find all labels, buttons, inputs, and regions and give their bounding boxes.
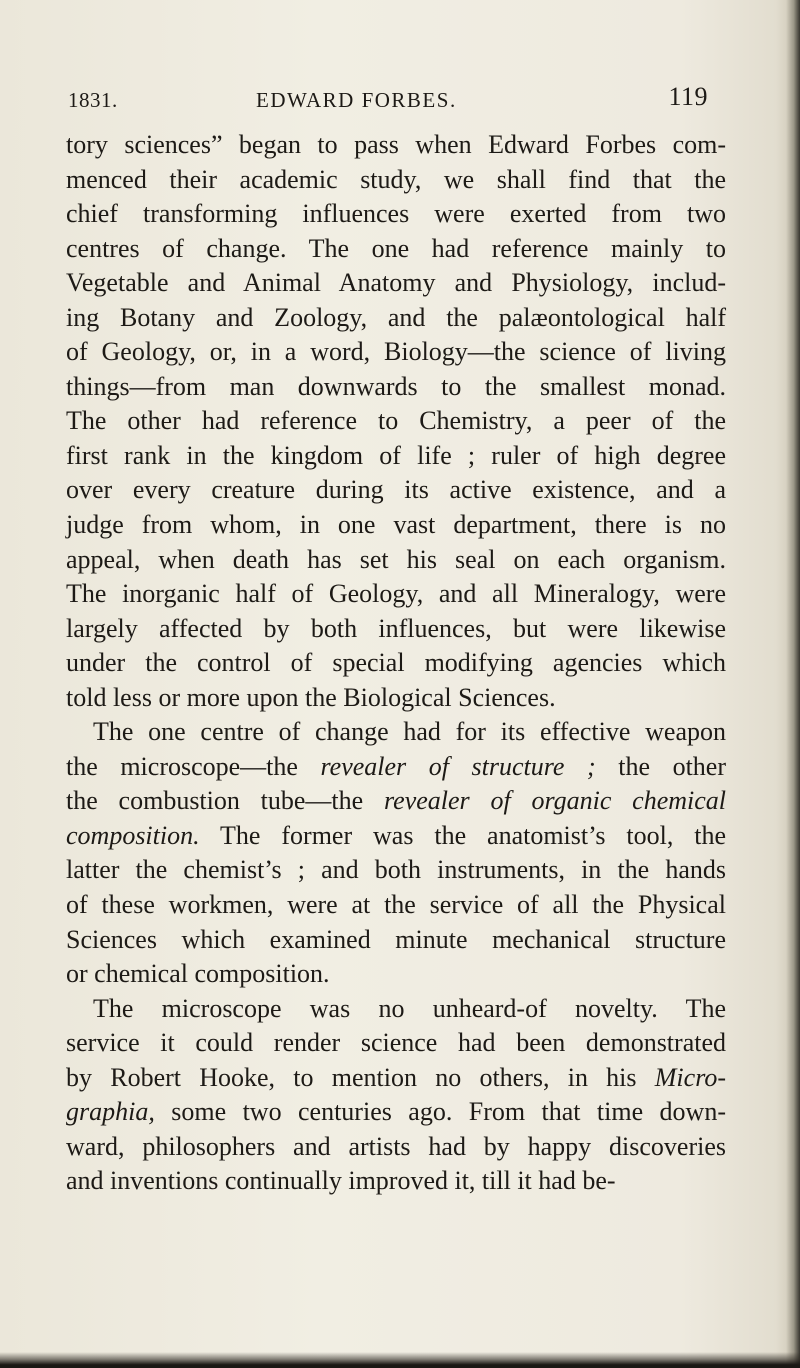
text-line: chief transforming influences were exerted from two (66, 199, 726, 229)
text-line: tory sciences” began to pass when Edward Forbes com- (66, 130, 726, 159)
text-line: the microscope—the revealer of structure ; the other (66, 751, 726, 781)
text-line: first rank in the kingdom of life ; ruler of high degree (66, 440, 726, 470)
text-line: latter the chemist’s ; and both instruments, in the hands (66, 855, 726, 885)
text-line: things—from man downwards to the smallest monad. (66, 371, 726, 401)
page-bottom-shadow (0, 1352, 800, 1368)
text-line: of Geology, or, in a word, Biology—the science of living (66, 337, 726, 367)
text-line: under the control of special modifying agencies which (66, 648, 726, 678)
text-line: and inventions continually improved it, till it had be- (66, 1166, 616, 1196)
text-line: ward, philosophers and artists had by happy discoveries (66, 1131, 726, 1161)
text-line: service it could render science had been demonstrated (66, 1028, 726, 1058)
running-title: EDWARD FORBES. (256, 88, 457, 112)
body-text (66, 128, 726, 1199)
header-year: 1831. (68, 88, 118, 112)
text-line: the combustion tube—the revealer of organic chemical (66, 786, 727, 816)
text-line: The other had reference to Chemistry, a peer of the (66, 406, 726, 436)
italic-text: composition. (66, 820, 200, 850)
italic-text: revealer of structure ; (320, 751, 596, 781)
page-number: 119 (668, 82, 708, 111)
text-line: by Robert Hooke, to mention no others, in his Micro- (66, 1062, 726, 1092)
text-line: composition. The former was the anatomist’s tool, the (66, 820, 726, 850)
text-line: told less or more upon the Biological Sciences. (66, 682, 556, 712)
italic-text: graphia, (66, 1097, 155, 1127)
text-line: of these workmen, were at the service of all the Physical (66, 890, 726, 920)
text-line: centres of change. The one had reference mainly to (66, 233, 726, 263)
text-line: largely affected by both influences, but were likewise (66, 613, 726, 643)
text-line: ing Botany and Zoology, and the palæontological half (66, 302, 726, 332)
text-line: over every creature during its active existence, and a (66, 475, 726, 505)
text-line: judge from whom, in one vast department, there is no (66, 510, 726, 540)
page-edge-shadow (786, 0, 800, 1368)
page-header (68, 80, 708, 116)
text-line: appeal, when death has set his seal on each organism. (66, 544, 726, 574)
italic-text: Micro- (654, 1062, 726, 1092)
text-line: Sciences which examined minute mechanical structure (66, 924, 726, 954)
text-line: The inorganic half of Geology, and all Mineralogy, were (66, 579, 726, 609)
text-line: Vegetable and Animal Anatomy and Physiology, includ- (66, 268, 726, 298)
text-line: or chemical composition. (66, 959, 330, 989)
text-line: The one centre of change had for its effective weapon (93, 717, 726, 747)
text-line: The microscope was no unheard-of novelty. The (93, 993, 726, 1023)
text-line: menced their academic study, we shall find that the (66, 164, 726, 194)
text-line: graphia, some two centuries ago. From that time down- (66, 1097, 726, 1127)
italic-text: revealer of organic chemical (384, 786, 727, 816)
